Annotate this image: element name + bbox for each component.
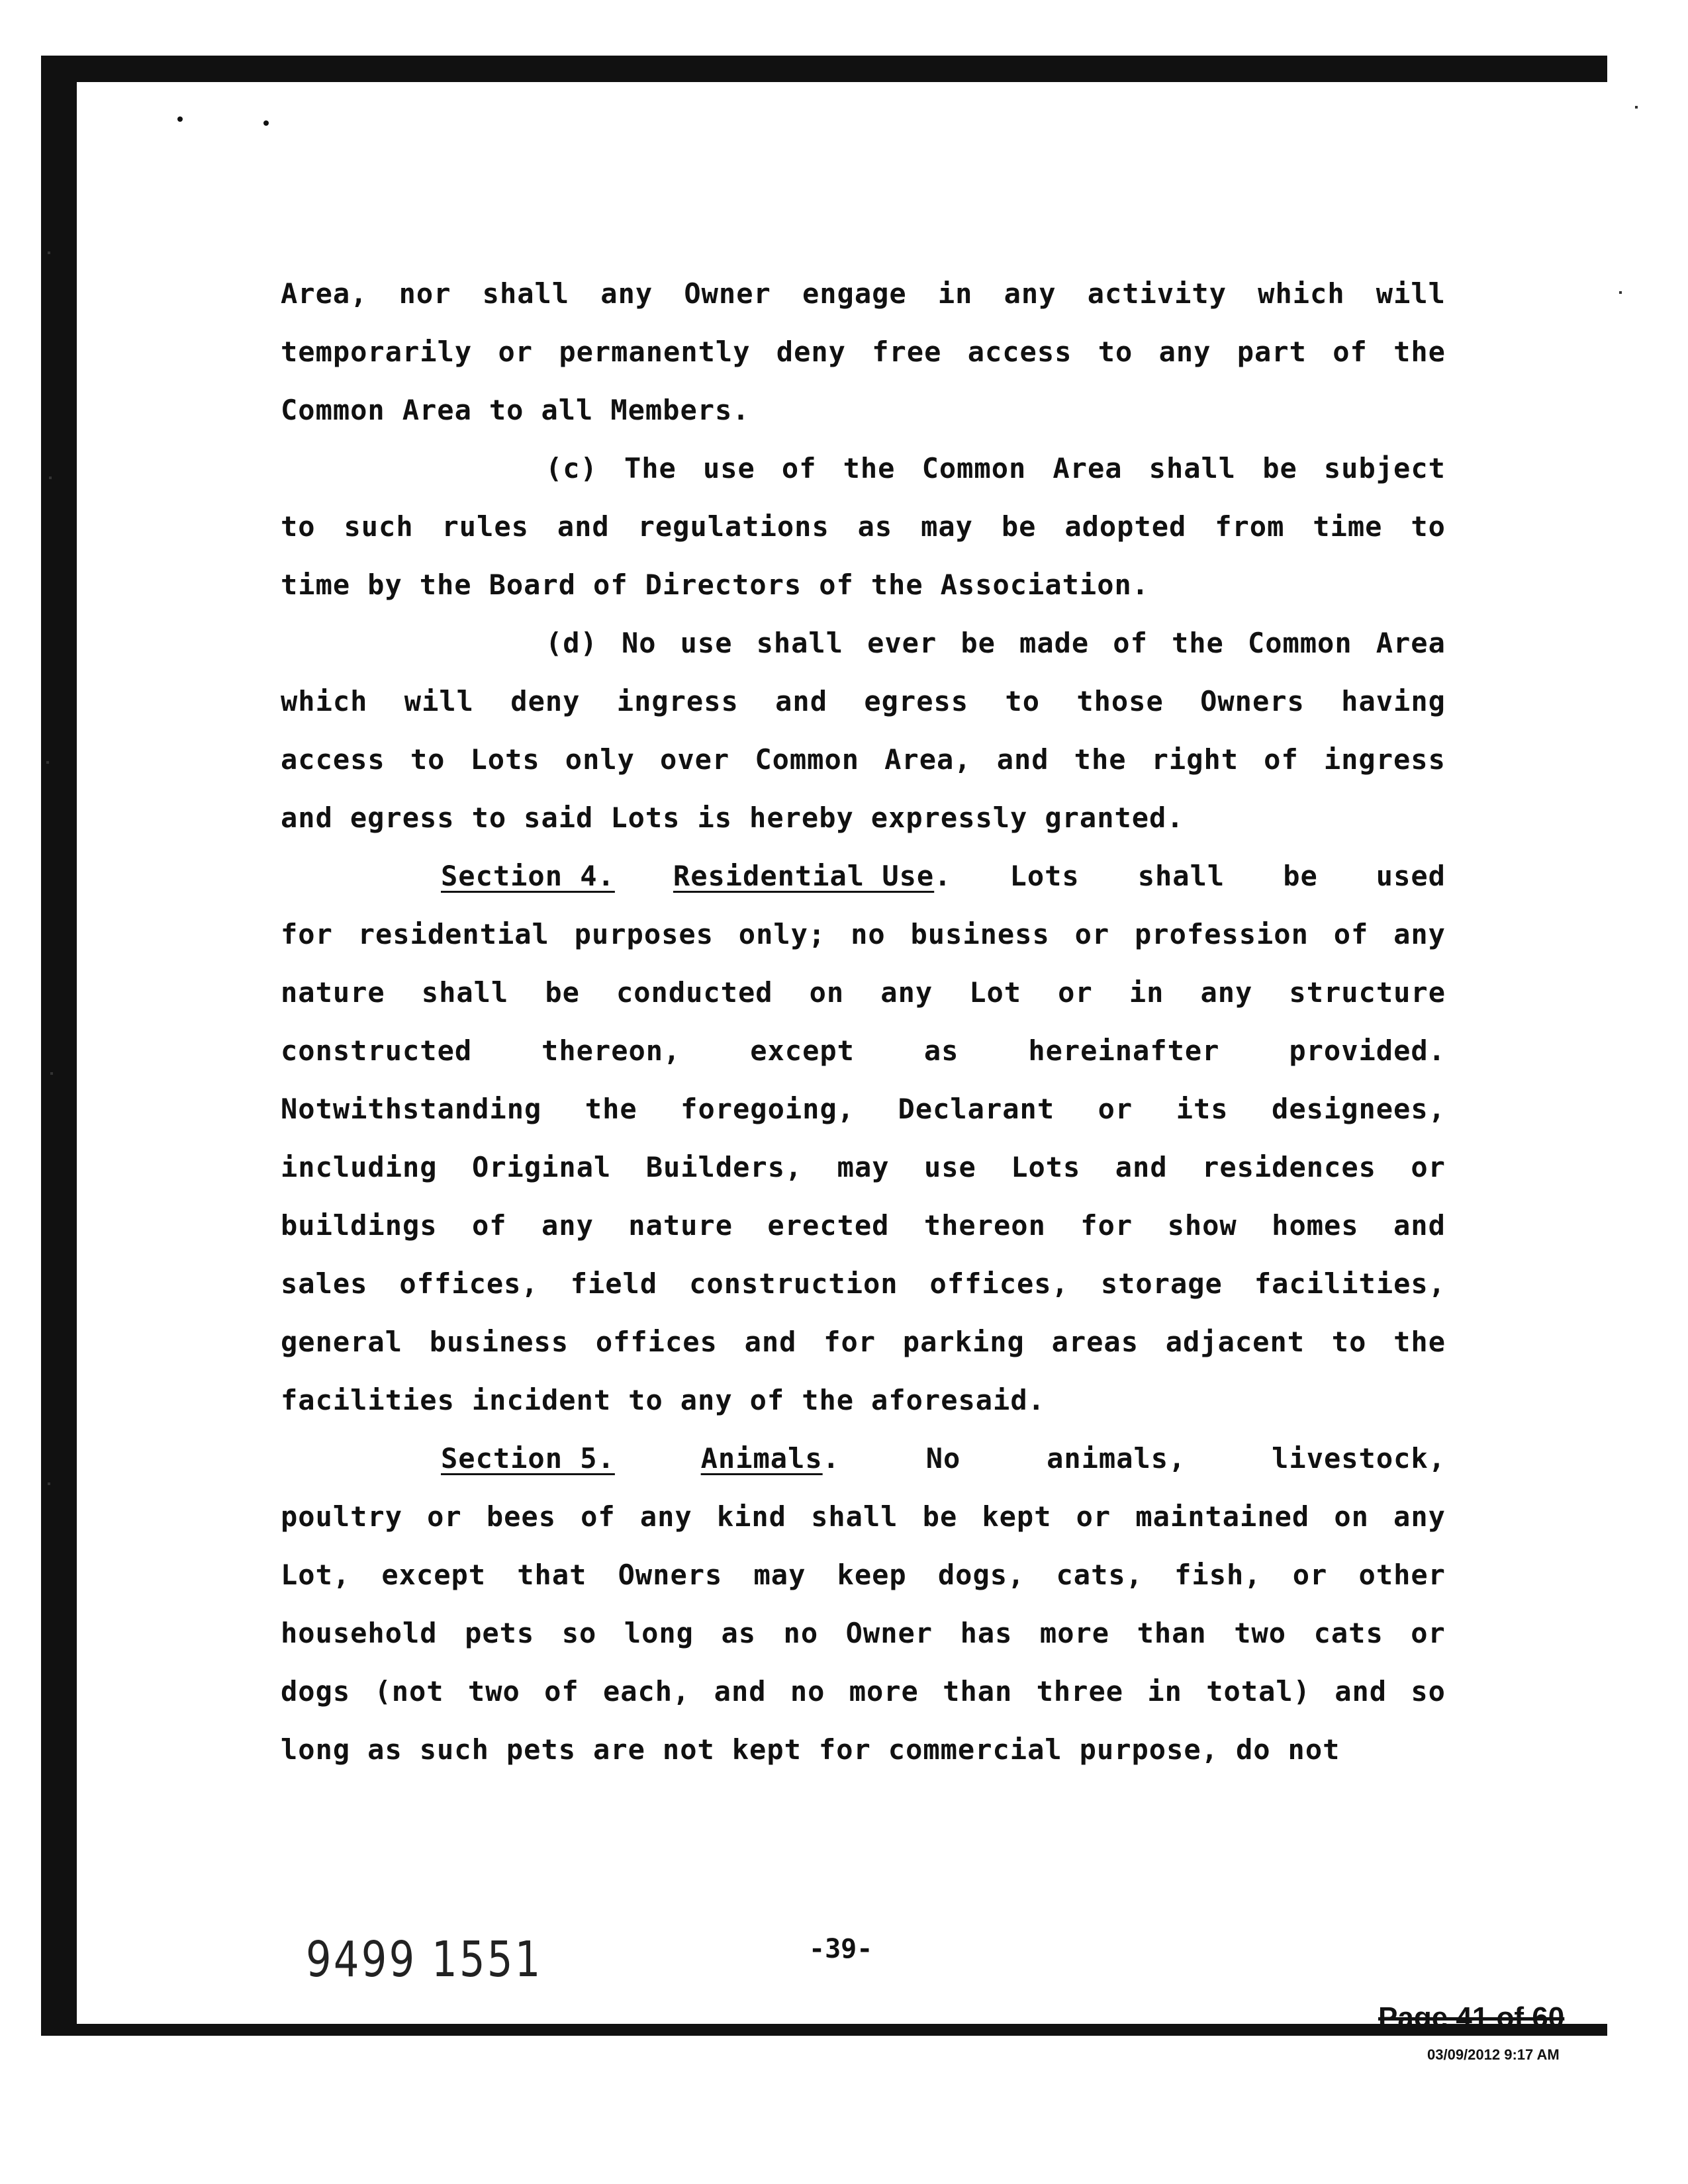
word: are <box>593 1733 645 1766</box>
word: other <box>1358 1559 1446 1591</box>
word: time <box>281 569 351 601</box>
word: constructed <box>281 1034 473 1067</box>
word: expressly <box>870 801 1028 834</box>
word: or <box>1411 1151 1446 1183</box>
word: household <box>281 1617 438 1649</box>
word: engage <box>802 277 907 310</box>
paragraph-p1 <box>281 265 1446 439</box>
word: of <box>472 1209 507 1242</box>
scan-speck <box>48 1482 50 1485</box>
word: Owners <box>1200 685 1305 717</box>
word: total) <box>1206 1675 1311 1707</box>
word: Area <box>1053 452 1123 484</box>
text-line <box>281 1430 1446 1488</box>
word: ever <box>867 627 937 659</box>
word: and <box>775 685 827 717</box>
word: Area <box>402 394 472 426</box>
word: sales <box>281 1267 368 1300</box>
word: part <box>1237 336 1307 368</box>
word: will <box>1376 277 1446 310</box>
word: its <box>1176 1093 1229 1125</box>
word: any <box>1004 277 1056 310</box>
text-line <box>281 672 1446 731</box>
word: buildings <box>281 1209 438 1242</box>
word: Lot, <box>281 1559 351 1591</box>
word: in <box>1129 976 1164 1009</box>
word: long <box>281 1733 351 1766</box>
word: construction <box>689 1267 898 1300</box>
section-label: Section 4. <box>441 860 615 892</box>
word: and <box>1393 1209 1446 1242</box>
word: ingress <box>616 685 739 717</box>
text-line <box>281 439 1446 498</box>
word: Common <box>921 452 1027 484</box>
document-body <box>281 265 1446 1779</box>
text-line <box>281 789 1446 847</box>
word: to <box>1411 510 1446 543</box>
scan-speck <box>1619 291 1622 294</box>
page-number: -39- <box>809 1934 873 1964</box>
word: No <box>621 627 657 659</box>
word: Lots <box>470 743 540 776</box>
word: any <box>1158 336 1211 368</box>
word: only; <box>738 918 826 950</box>
word: parking <box>902 1326 1025 1358</box>
word: be <box>1283 860 1318 892</box>
word: and <box>281 801 333 834</box>
word: that <box>517 1559 587 1591</box>
word: profession <box>1135 918 1309 950</box>
word: (c) <box>545 452 598 484</box>
word: such <box>344 510 414 543</box>
word: as <box>857 510 893 543</box>
word: hereinafter <box>1028 1034 1220 1067</box>
word: the <box>1393 336 1446 368</box>
word: to <box>1331 1326 1367 1358</box>
word: will <box>404 685 474 717</box>
word: Lot <box>969 976 1022 1009</box>
word: or <box>1076 1500 1111 1533</box>
word: on <box>809 976 845 1009</box>
word: Association. <box>940 569 1150 601</box>
word: the <box>585 1093 637 1125</box>
word: offices, <box>399 1267 539 1300</box>
word: regulations <box>637 510 829 543</box>
word: homes <box>1272 1209 1359 1242</box>
word: fish, <box>1174 1559 1262 1591</box>
scan-speck <box>1635 106 1638 109</box>
text-line <box>281 1080 1446 1138</box>
text-line <box>281 1022 1446 1080</box>
word: be <box>922 1500 958 1533</box>
word: the <box>1171 627 1224 659</box>
word: Lots <box>610 801 680 834</box>
word: except <box>750 1034 855 1067</box>
word: nature <box>281 976 385 1009</box>
word: to <box>410 743 445 776</box>
word: or <box>498 336 534 368</box>
word: permanently <box>559 336 751 368</box>
word: offices <box>595 1326 718 1358</box>
text-line <box>281 905 1446 964</box>
word: to <box>281 510 316 543</box>
word: the <box>802 1384 855 1416</box>
word: granted. <box>1045 801 1184 834</box>
word: any <box>541 1209 594 1242</box>
word: keep <box>837 1559 907 1591</box>
word: cats <box>1313 1617 1383 1649</box>
word: Lots <box>1011 1151 1081 1183</box>
word: free <box>872 336 942 368</box>
word: aforesaid. <box>871 1384 1045 1416</box>
word: to <box>628 1384 663 1416</box>
word: more <box>849 1675 919 1707</box>
word: Builders, <box>645 1151 803 1183</box>
word: ingress <box>1323 743 1446 776</box>
word: so <box>1411 1675 1446 1707</box>
word: of <box>819 569 854 601</box>
word: subject <box>1323 452 1446 484</box>
word: Members. <box>610 394 750 426</box>
text-line <box>281 265 1446 323</box>
word: any <box>1200 976 1253 1009</box>
word: facilities, <box>1254 1267 1446 1300</box>
word: as <box>367 1733 402 1766</box>
word: shall <box>1137 860 1225 892</box>
word: general <box>281 1326 403 1358</box>
word: for <box>281 918 333 950</box>
word: in <box>1147 1675 1182 1707</box>
word: business <box>910 918 1050 950</box>
word: not <box>662 1733 715 1766</box>
word: bees <box>486 1500 556 1533</box>
word: any <box>1393 1500 1446 1533</box>
section-title-text: Animals <box>700 1442 823 1475</box>
word: including <box>281 1151 438 1183</box>
word: to <box>1098 336 1133 368</box>
word: hereby <box>749 801 854 834</box>
word: Area, <box>884 743 972 776</box>
word: kept <box>731 1733 802 1766</box>
word: or <box>1411 1617 1446 1649</box>
word: two <box>467 1675 520 1707</box>
word: field <box>570 1267 658 1300</box>
word: which <box>281 685 368 717</box>
word: may <box>837 1151 890 1183</box>
word: of <box>581 1500 616 1533</box>
word: Area <box>1376 627 1446 659</box>
word: egress <box>864 685 969 717</box>
word: of <box>749 1384 785 1416</box>
word: shall <box>811 1500 898 1533</box>
word: or <box>427 1500 462 1533</box>
scan-speck <box>46 761 49 764</box>
word: activity <box>1087 277 1227 310</box>
word: access <box>281 743 385 776</box>
word: nature <box>628 1209 733 1242</box>
word: access <box>967 336 1072 368</box>
text-line <box>281 1604 1446 1662</box>
word: to <box>1005 685 1040 717</box>
word: storage <box>1100 1267 1223 1300</box>
word: more <box>1039 1617 1110 1649</box>
word: over <box>660 743 730 776</box>
text-line <box>281 964 1446 1022</box>
word: of <box>544 1675 579 1707</box>
word: deny <box>776 336 846 368</box>
word: two <box>1234 1617 1287 1649</box>
word: adopted <box>1064 510 1187 543</box>
section-title-text: Residential Use <box>673 860 935 892</box>
word: may <box>921 510 973 543</box>
text-line <box>281 1197 1446 1255</box>
word: provided. <box>1289 1034 1446 1067</box>
word: shall <box>421 976 509 1009</box>
word: (d) <box>545 627 598 659</box>
word: use <box>923 1151 976 1183</box>
word: the <box>843 452 896 484</box>
word: Owner <box>684 277 771 310</box>
word: no <box>783 1617 819 1649</box>
word: said <box>524 801 594 834</box>
word: deny <box>510 685 581 717</box>
word: The <box>624 452 677 484</box>
word: any <box>880 976 933 1009</box>
word: and <box>996 743 1049 776</box>
word: Lots <box>1009 860 1080 892</box>
word: animals, <box>1047 1442 1186 1475</box>
word: business <box>429 1326 569 1358</box>
word: Directors <box>645 569 802 601</box>
word: be <box>1001 510 1037 543</box>
word: kind <box>716 1500 786 1533</box>
section-title: Residential Use. <box>673 860 952 892</box>
word: be <box>545 976 580 1009</box>
word: dogs <box>281 1675 351 1707</box>
word: thereon, <box>541 1034 681 1067</box>
word: Area, <box>281 277 368 310</box>
word: structure <box>1289 976 1446 1009</box>
word: of <box>1264 743 1299 776</box>
word: conducted <box>616 976 773 1009</box>
word: and <box>1115 1151 1168 1183</box>
word: Declarant <box>898 1093 1055 1125</box>
word: for <box>1080 1209 1133 1242</box>
word: and <box>714 1675 767 1707</box>
word: poultry <box>281 1500 403 1533</box>
word: Common <box>755 743 860 776</box>
word: by <box>367 569 402 601</box>
word: pets <box>506 1733 577 1766</box>
word: such <box>419 1733 489 1766</box>
text-line <box>281 1138 1446 1197</box>
word: shall <box>482 277 570 310</box>
word: from <box>1215 510 1285 543</box>
word: dogs, <box>937 1559 1025 1591</box>
word: time <box>1313 510 1383 543</box>
word: only <box>565 743 635 776</box>
word: of <box>593 569 628 601</box>
word: not <box>1288 1733 1340 1766</box>
text-line <box>281 1255 1446 1313</box>
word: in <box>937 277 973 310</box>
paragraph-p5 <box>281 1430 1446 1779</box>
word: areas <box>1051 1326 1139 1358</box>
paragraph-p2 <box>281 439 1446 614</box>
text-line <box>281 1721 1446 1779</box>
word: the <box>870 569 923 601</box>
word: is <box>697 801 733 834</box>
page-count-stamp: Page 41 of 60 <box>1378 2001 1565 2034</box>
scan-speck <box>50 1072 53 1075</box>
word: use <box>680 627 733 659</box>
word: purpose, <box>1079 1733 1219 1766</box>
word: long <box>624 1617 694 1649</box>
word: facilities <box>281 1384 455 1416</box>
scan-speck <box>263 120 269 126</box>
text-line <box>281 498 1446 556</box>
word: or <box>1292 1559 1328 1591</box>
word: and <box>1335 1675 1387 1707</box>
word: residences <box>1202 1151 1376 1183</box>
word: use <box>702 452 755 484</box>
word: livestock, <box>1272 1442 1446 1475</box>
section-title: Animals. <box>700 1442 840 1475</box>
text-line <box>281 1313 1446 1371</box>
word: offices, <box>929 1267 1069 1300</box>
word: the <box>1074 743 1127 776</box>
word: foregoing, <box>680 1093 855 1125</box>
word: do <box>1235 1733 1271 1766</box>
word: of <box>781 452 817 484</box>
word: than <box>1137 1617 1207 1649</box>
word: any <box>600 277 653 310</box>
word: all <box>541 394 594 426</box>
word: and <box>744 1326 797 1358</box>
word: or <box>1074 918 1110 950</box>
text-line <box>281 1488 1446 1546</box>
word: temporarily <box>281 336 473 368</box>
word: Owner <box>845 1617 933 1649</box>
word: show <box>1167 1209 1237 1242</box>
text-line <box>281 1546 1446 1604</box>
text-line <box>281 614 1446 672</box>
word: any <box>639 1500 692 1533</box>
word: any <box>680 1384 733 1416</box>
word: shall <box>1149 452 1237 484</box>
word: on <box>1334 1500 1369 1533</box>
word: each, <box>602 1675 690 1707</box>
word: and <box>557 510 610 543</box>
word: Original <box>471 1151 612 1183</box>
word: has <box>960 1617 1013 1649</box>
word: so <box>561 1617 597 1649</box>
word: Owners <box>618 1559 723 1591</box>
timestamp-stamp: 03/09/2012 9:17 AM <box>1427 2046 1560 2063</box>
word: of <box>1333 336 1368 368</box>
word: No <box>925 1442 961 1475</box>
word: shall <box>756 627 844 659</box>
word: no <box>790 1675 825 1707</box>
text-line <box>281 323 1446 381</box>
word: purposes <box>574 918 714 950</box>
word: for <box>823 1326 876 1358</box>
scan-speck <box>177 116 183 122</box>
word: as <box>923 1034 959 1067</box>
word: used <box>1376 860 1446 892</box>
word: which <box>1258 277 1345 310</box>
word: nor <box>399 277 451 310</box>
word: Common <box>281 394 385 426</box>
paragraph-p3 <box>281 614 1446 847</box>
word: Common <box>1247 627 1352 659</box>
scan-speck <box>49 477 52 479</box>
word: those <box>1076 685 1164 717</box>
paragraph-p4 <box>281 847 1446 1430</box>
word: or <box>1098 1093 1133 1125</box>
text-line <box>281 1371 1446 1430</box>
word: (not <box>374 1675 444 1707</box>
word: right <box>1151 743 1239 776</box>
word: may <box>753 1559 806 1591</box>
word: having <box>1341 685 1446 717</box>
word: egress <box>350 801 455 834</box>
word: incident <box>471 1384 612 1416</box>
word: rules <box>442 510 529 543</box>
text-line <box>281 1662 1446 1721</box>
word: Board <box>489 569 577 601</box>
word: of <box>1113 627 1148 659</box>
scan-speck <box>48 251 50 254</box>
word: than <box>943 1675 1013 1707</box>
word: maintained <box>1135 1500 1310 1533</box>
word: cats, <box>1056 1559 1143 1591</box>
word: except <box>381 1559 487 1591</box>
word: kept <box>982 1500 1052 1533</box>
word: any <box>1393 918 1446 950</box>
word: designees, <box>1272 1093 1446 1125</box>
text-line <box>281 731 1446 789</box>
word: Notwithstanding <box>281 1093 542 1125</box>
section-label: Section 5. <box>441 1442 615 1475</box>
word: no <box>851 918 886 950</box>
word: as <box>721 1617 757 1649</box>
word: adjacent <box>1165 1326 1305 1358</box>
text-line <box>281 556 1446 614</box>
word: the <box>1393 1326 1446 1358</box>
text-line <box>281 847 1446 905</box>
word: erected <box>767 1209 890 1242</box>
word: the <box>419 569 472 601</box>
word: thereon <box>923 1209 1046 1242</box>
book-page-number: 9499 1551 <box>306 1931 543 1988</box>
word: to <box>489 394 524 426</box>
word: to <box>471 801 507 834</box>
word: three <box>1036 1675 1124 1707</box>
word: residential <box>357 918 549 950</box>
word: be <box>961 627 996 659</box>
word: made <box>1019 627 1090 659</box>
word: pets <box>465 1617 535 1649</box>
text-line <box>281 381 1446 439</box>
word: commercial <box>888 1733 1062 1766</box>
word: be <box>1262 452 1297 484</box>
word: for <box>818 1733 871 1766</box>
word: of <box>1333 918 1369 950</box>
word: or <box>1058 976 1093 1009</box>
